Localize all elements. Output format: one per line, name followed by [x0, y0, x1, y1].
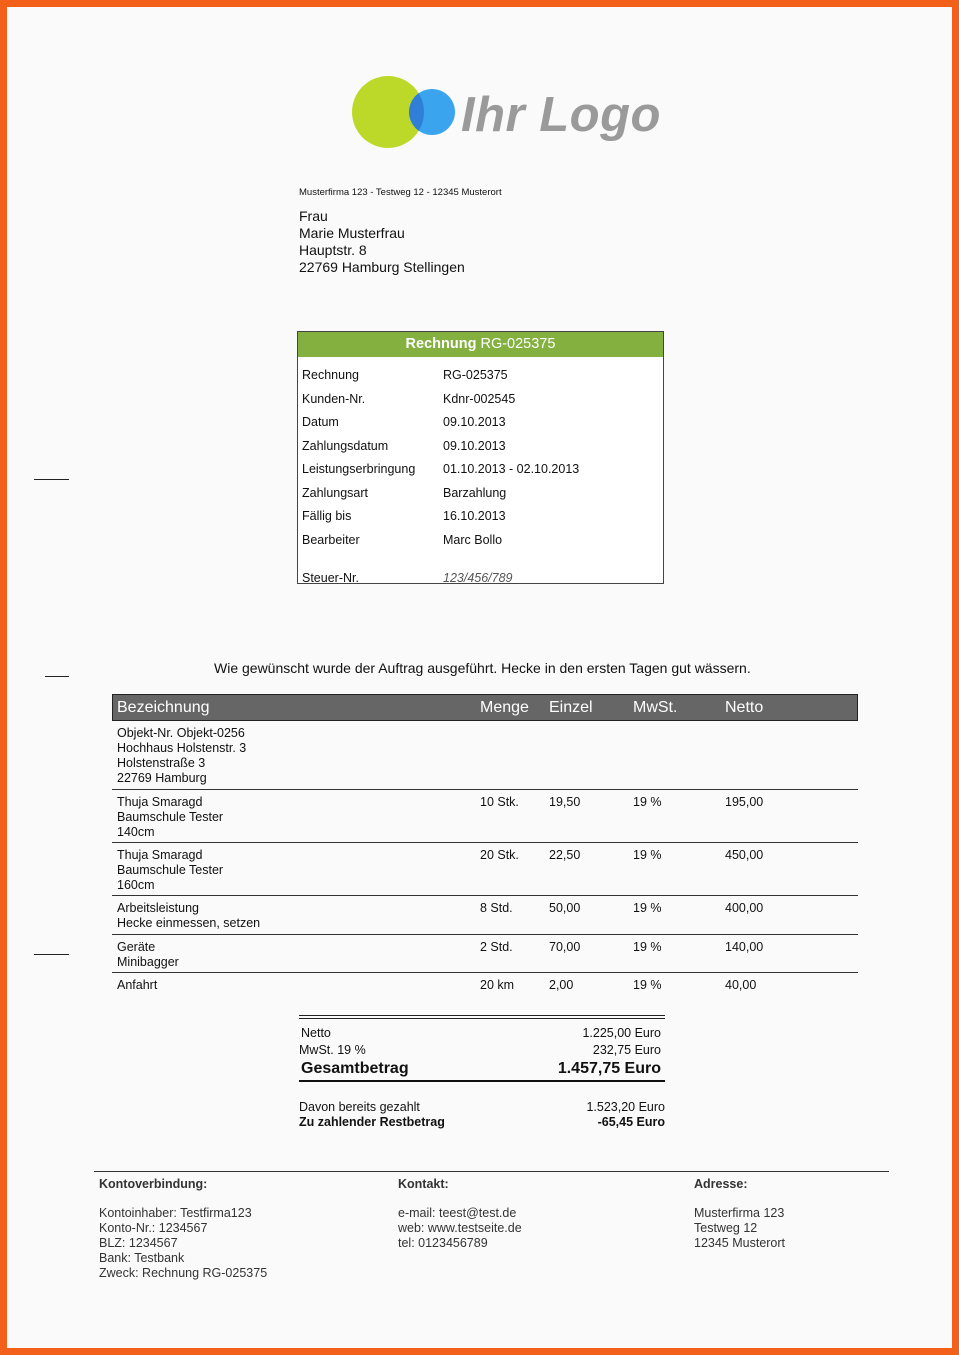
gesamt-label: Gesamtbetrag: [301, 1060, 409, 1077]
info-label: Bearbeiter: [302, 533, 360, 547]
desc-line: Arbeitsleistung: [117, 901, 199, 915]
info-label: Datum: [302, 415, 339, 429]
desc-line: Holstenstraße 3: [117, 756, 206, 770]
col-header-einzel: Einzel: [549, 699, 593, 716]
col-header-netto: Netto: [725, 699, 764, 716]
row-qty: 10 Stk.: [480, 795, 519, 809]
row-unit-price: 70,00: [549, 940, 581, 954]
desc-line: Baumschule Tester: [117, 863, 224, 877]
row-unit-price: 50,00: [549, 901, 581, 915]
recipient-salutation: Frau: [299, 208, 328, 224]
table-row: [112, 843, 858, 896]
row-description: [117, 726, 246, 786]
logo-text: Ihr Logo: [461, 88, 661, 142]
invoice-info-header: [298, 332, 663, 357]
recipient-street: Hauptstr. 8: [299, 242, 367, 258]
info-label: Fällig bis: [302, 509, 352, 523]
row-qty: 20 Stk.: [480, 848, 519, 862]
col-header-mwst: MwSt.: [633, 699, 678, 716]
info-value: 09.10.2013: [443, 415, 506, 429]
info-value: 16.10.2013: [443, 509, 506, 523]
footer-line: Kontoinhaber: Testfirma123: [99, 1206, 252, 1220]
row-net: 400,00: [725, 901, 764, 915]
recipient-address: [299, 208, 465, 276]
info-label: Zahlungsart: [302, 486, 369, 500]
table-row: [112, 973, 858, 997]
row-vat: 19 %: [633, 940, 662, 954]
desc-line: Geräte: [117, 940, 156, 954]
footer-email: e-mail: teest@test.de: [398, 1206, 517, 1220]
row-unit-price: 19,50: [549, 795, 581, 809]
footer-address-heading: Adresse:: [694, 1177, 748, 1191]
footer-rule: [94, 1171, 889, 1172]
desc-line: 22769 Hamburg: [117, 771, 207, 785]
totals-rule: [299, 1018, 665, 1019]
desc-line: Thuja Smaragd: [117, 848, 203, 862]
netto-label: Netto: [301, 1026, 331, 1040]
info-label: Rechnung: [302, 368, 359, 382]
desc-line: Baumschule Tester: [117, 810, 224, 824]
info-label: Zahlungsdatum: [302, 439, 389, 453]
footer-line: Zweck: Rechnung RG-025375: [99, 1266, 268, 1280]
punch-mark: [45, 676, 69, 677]
row-qty: 8 Std.: [480, 901, 513, 915]
invoice-info-box: [297, 331, 664, 584]
footer-web: web: www.testseite.de: [398, 1221, 522, 1235]
row-net: 195,00: [725, 795, 764, 809]
row-net: 140,00: [725, 940, 764, 954]
info-value: 09.10.2013: [443, 439, 506, 453]
row-description: [117, 978, 157, 993]
desc-line: 140cm: [117, 825, 155, 839]
desc-line: Anfahrt: [117, 978, 158, 992]
footer-line: Konto-Nr.: 1234567: [99, 1221, 208, 1235]
row-unit-price: 22,50: [549, 848, 581, 862]
vat-value: 232,75 Euro: [592, 1043, 661, 1057]
row-vat: 19 %: [633, 901, 662, 915]
invoice-page: [7, 7, 952, 1348]
totals-rule: [299, 1015, 665, 1016]
footer-bank-heading: Kontoverbindung:: [99, 1177, 208, 1191]
footer-contact: [398, 1177, 522, 1251]
invoice-header-label: Rechnung: [405, 336, 477, 352]
invoice-header-number: RG-025375: [476, 336, 556, 352]
row-vat: 19 %: [633, 978, 662, 992]
row-net: 40,00: [725, 978, 757, 992]
info-value: 01.10.2013 - 02.10.2013: [443, 462, 580, 476]
intro-text: Wie gewünscht wurde der Auftrag ausgeführt. Hecke in den ersten Tagen gut wässern.: [214, 660, 751, 676]
row-description: [117, 901, 260, 931]
totals-rule: [299, 1080, 665, 1082]
footer-address: [694, 1177, 785, 1251]
paid-value: 1.523,20 Euro: [586, 1100, 665, 1114]
desc-line: Thuja Smaragd: [117, 795, 203, 809]
recipient-name: Marie Musterfrau: [299, 225, 405, 241]
row-description: [117, 848, 223, 893]
table-row: [112, 721, 858, 790]
info-label: Leistungserbringung: [302, 462, 416, 476]
info-label: Kunden-Nr.: [302, 392, 366, 406]
fold-mark: [34, 954, 69, 955]
info-value: Barzahlung: [443, 486, 507, 500]
logo-circles-icon: [350, 75, 455, 150]
items-table-header: [112, 694, 858, 721]
row-vat: 19 %: [633, 848, 662, 862]
row-description: [117, 795, 223, 840]
vat-label: MwSt. 19 %: [299, 1043, 366, 1057]
footer-line: 12345 Musterort: [694, 1236, 786, 1250]
gesamt-value: 1.457,75 Euro: [557, 1060, 661, 1077]
desc-line: Objekt-Nr. Objekt-0256: [117, 726, 245, 740]
desc-line: Hochhaus Holstenstr. 3: [117, 741, 247, 755]
desc-line: Hecke einmessen, setzen: [117, 916, 261, 930]
row-unit-price: 2,00: [549, 978, 574, 992]
info-value: Marc Bollo: [443, 533, 503, 547]
footer-contact-heading: Kontakt:: [398, 1177, 449, 1191]
footer-line: Musterfirma 123: [694, 1206, 785, 1220]
row-qty: 2 Std.: [480, 940, 513, 954]
row-description: [117, 940, 179, 970]
col-header-bezeichnung: Bezeichnung: [117, 699, 210, 716]
fold-mark: [34, 479, 69, 480]
paid-label: Davon bereits gezahlt: [299, 1100, 420, 1114]
netto-value: 1.225,00 Euro: [582, 1026, 661, 1040]
info-value: Kdnr-002545: [443, 392, 516, 406]
footer-line: Testweg 12: [694, 1221, 758, 1235]
table-row: [112, 896, 858, 935]
table-row: [112, 790, 858, 843]
rest-label: Zu zahlender Restbetrag: [299, 1115, 445, 1129]
footer-bank: [99, 1177, 267, 1281]
col-header-menge: Menge: [480, 699, 529, 716]
row-qty: 20 km: [480, 978, 515, 992]
table-row: [112, 935, 858, 973]
footer-line: BLZ: 1234567: [99, 1236, 178, 1250]
info-value: 123/456/789: [443, 571, 513, 585]
footer-line: Bank: Testbank: [99, 1251, 185, 1265]
row-vat: 19 %: [633, 795, 662, 809]
info-label: Steuer-Nr.: [302, 571, 359, 585]
desc-line: Minibagger: [117, 955, 179, 969]
desc-line: 160cm: [117, 878, 155, 892]
footer-tel: tel: 0123456789: [398, 1236, 488, 1250]
row-net: 450,00: [725, 848, 764, 862]
sender-address-line: Musterfirma 123 - Testweg 12 - 12345 Musterort: [299, 187, 502, 198]
info-value: RG-025375: [443, 368, 508, 382]
recipient-city: 22769 Hamburg Stellingen: [299, 259, 465, 275]
rest-value: -65,45 Euro: [597, 1115, 665, 1129]
